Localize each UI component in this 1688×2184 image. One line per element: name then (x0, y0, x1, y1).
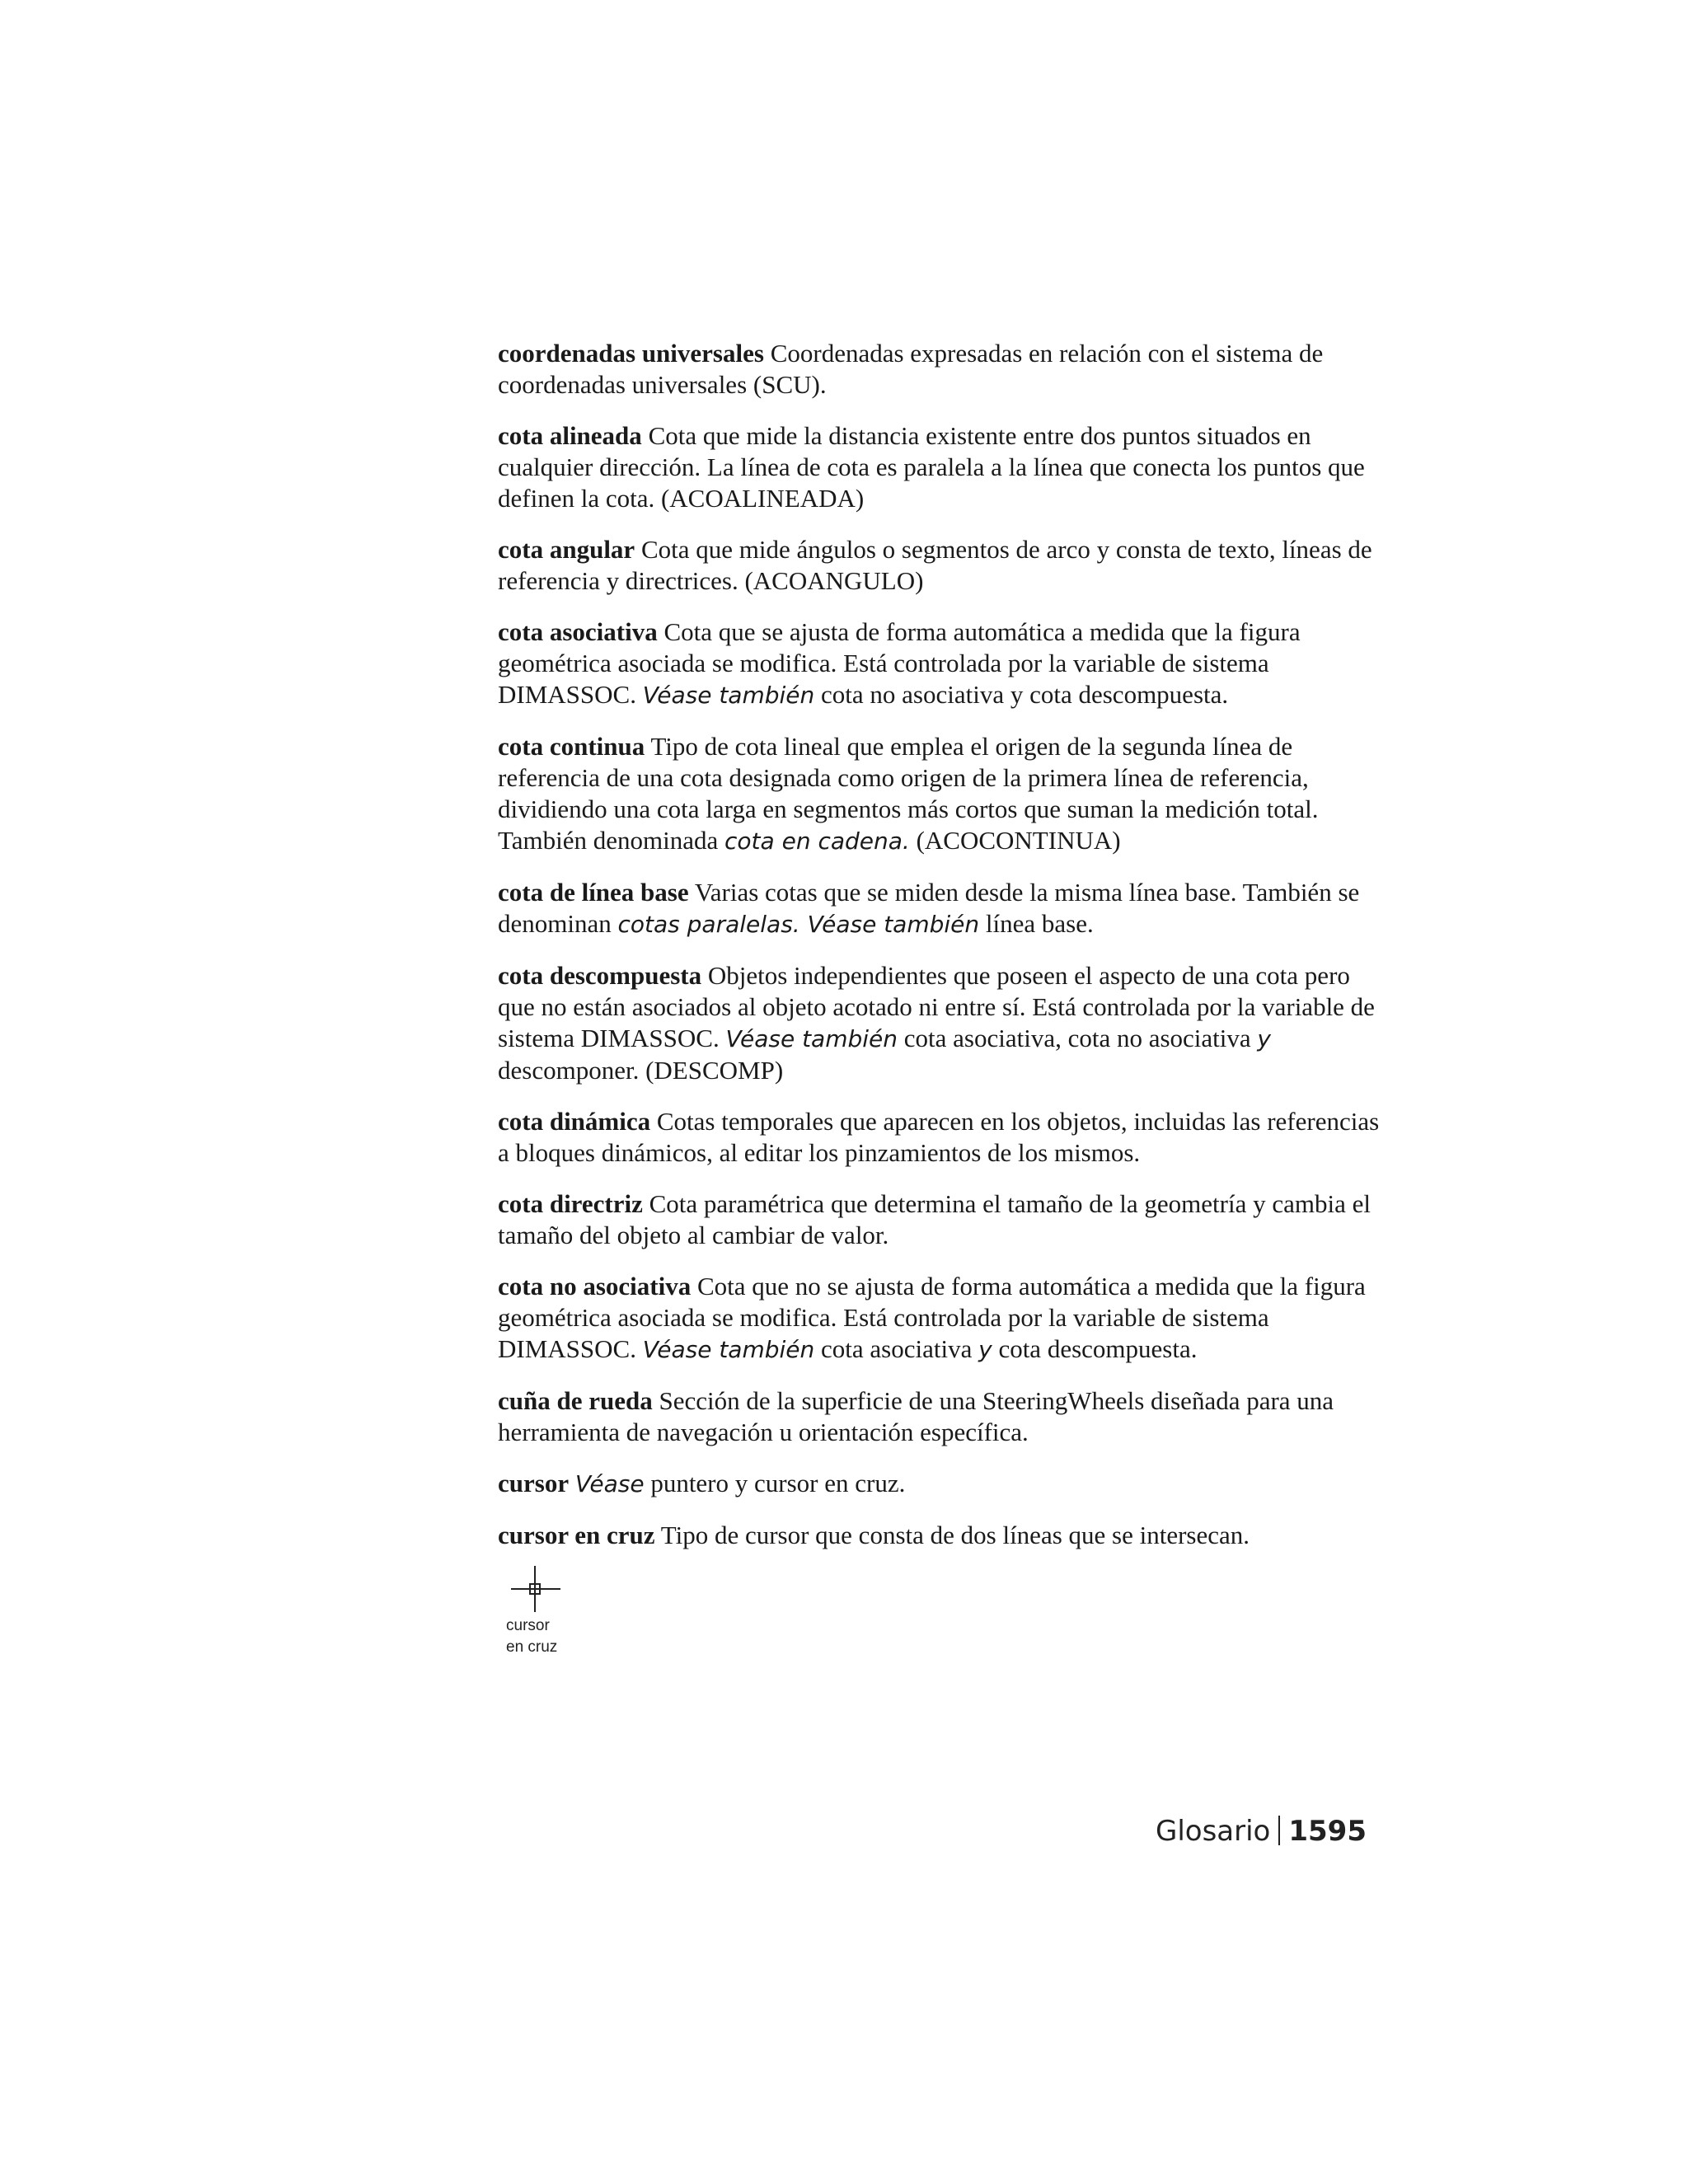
page-footer (1156, 1815, 1367, 1848)
definition-text: Cota que mide ángulos o segmentos de arco y consta de texto, líneas de referencia y directrices. (ACOANGULO) (498, 535, 1372, 595)
glossary-entry (498, 1520, 1388, 1551)
glossary-term: cursor (498, 1469, 570, 1497)
definition-text: Tipo de cursor que consta de dos líneas que se intersecan. (654, 1521, 1250, 1549)
glossary-entry (498, 534, 1388, 597)
glossary-entry (498, 1468, 1388, 1500)
definition-text: descomponer. (DESCOMP) (498, 1056, 784, 1085)
glossary-term: cota dinámica (498, 1107, 651, 1136)
definition-italic-text: Véase también (725, 1025, 898, 1052)
glossary-entry (498, 1271, 1388, 1366)
definition-text: Cota que no se ajusta de forma automática a medida que la figura geométrica asociada se modifica. Está controlada por la variable de sistema DIMASSOC. (498, 1272, 1366, 1363)
glossary-entry (498, 338, 1388, 401)
definition-italic-text: Véase (574, 1470, 645, 1497)
definition-italic-text: y (1257, 1025, 1271, 1052)
definition-text: puntero y cursor en cruz. (644, 1469, 906, 1497)
glossary-entry (498, 960, 1388, 1086)
definition-italic-text: cota en cadena. (724, 827, 910, 855)
footer-section: Glosario (1155, 1815, 1271, 1848)
page-number: 1595 (1288, 1815, 1367, 1848)
definition-italic-text: y (978, 1336, 992, 1363)
crosshair-figure (503, 1564, 593, 1671)
footer-separator (1278, 1816, 1280, 1845)
definition-text: Coordenadas expresadas en relación con el sistema de coordenadas universales (SCU). (498, 339, 1324, 399)
glossary-term: cota de línea base (498, 878, 689, 907)
definition-text: Sección de la superficie de una SteeringWheels diseñada para una herramienta de navegación u orientación específica. (498, 1386, 1334, 1446)
definition-text: cota descompuesta. (992, 1334, 1198, 1363)
glossary-term: cota no asociativa (498, 1272, 692, 1301)
definition-text: Cota que mide la distancia existente entre dos puntos situados en cualquier dirección. La línea de cota es paralela a la línea que conecta los puntos que definen la cota. (ACOALINEADA) (498, 421, 1365, 513)
definition-italic-text: cotas paralelas. Véase también (617, 911, 980, 938)
definition-italic-text: Véase también (642, 1336, 815, 1363)
glossary-entry (498, 420, 1388, 514)
glossary-term: cota alineada (498, 421, 642, 450)
glossary-entry (498, 1188, 1388, 1251)
glossary-term: cota continua (498, 732, 645, 761)
glossary-term: coordenadas universales (498, 339, 764, 368)
definition-text: Cota que se ajusta de forma automática a medida que la figura geométrica asociada se modifica. Está controlada por la variable de sistema DIMASSOC. (498, 617, 1301, 709)
definition-text: Cotas temporales que aparecen en los objetos, incluidas las referencias a bloques dinámicos, al editar los pinzamientos de los mismos. (498, 1107, 1380, 1167)
glossary-entry (498, 731, 1388, 857)
definition-text: cota no asociativa y cota descompuesta. (814, 680, 1229, 709)
definition-text: Cota paramétrica que determina el tamaño de la geometría y cambia el tamaño del objeto al cambiar de valor. (498, 1189, 1371, 1249)
figure-caption-line1: cursor (506, 1617, 550, 1634)
glossary-entry (498, 877, 1388, 940)
definition-text: (ACOCONTINUA) (909, 826, 1121, 855)
glossary-entry (498, 1106, 1388, 1169)
figure-caption-line2: en cruz (506, 1638, 558, 1656)
crosshair-cursor-icon (508, 1564, 565, 1615)
glossary-term: cursor en cruz (498, 1521, 655, 1549)
definition-text (569, 1469, 575, 1497)
definition-text: cota asociativa, cota no asociativa (898, 1024, 1258, 1052)
glossary-term: cota angular (498, 535, 635, 564)
glossary-entry (498, 616, 1388, 711)
figure-caption (506, 1615, 557, 1658)
glossary-term: cota asociativa (498, 617, 658, 646)
definition-text: Tipo de cota lineal que emplea el origen de la segunda línea de referencia de una cota designada como origen de la primera línea de referencia, dividiendo una cota larga en segmentos más cortos que suman la medición total. También denominada (498, 732, 1319, 855)
glossary-entry (498, 1385, 1388, 1448)
definition-text: cota asociativa (814, 1334, 979, 1363)
definition-text: Objetos independientes que poseen el aspecto de una cota pero que no están asociados al objeto acotado ni entre sí. Está controlada por la variable de sistema DIMASSOC. (498, 961, 1375, 1052)
definition-text: línea base. (979, 909, 1094, 938)
definition-text: Varias cotas que se miden desde la misma línea base. También se denominan (498, 878, 1360, 938)
glossary-term: cota descompuesta (498, 961, 702, 990)
glossary-term: cuña de rueda (498, 1386, 653, 1415)
glossary-entries (498, 338, 1388, 1571)
glossary-term: cota directriz (498, 1189, 643, 1218)
definition-italic-text: Véase también (642, 682, 815, 709)
